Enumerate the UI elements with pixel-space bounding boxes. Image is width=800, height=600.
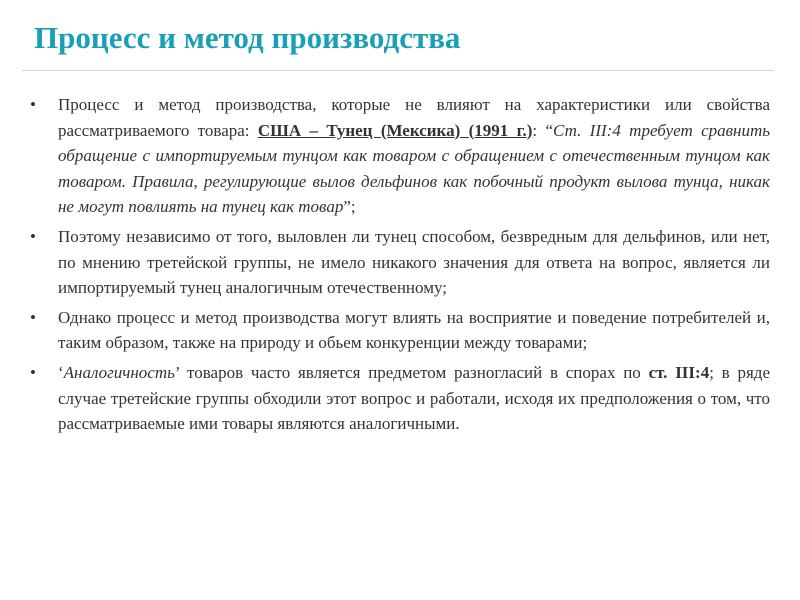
case-quote: Ст. III:4 требует сравнить обращение с импортируемым тунцом как товаром с обращением с отечественным тунцом как товаром. Правила, регулирующие вылов дельфинов как побочный продукт вылова тунца, никак не могут повлиять на тунец как товар (58, 120, 770, 217)
likeness-term: Аналогичность (63, 362, 175, 382)
bullet-4-text-b: ; в ряде случае третейские группы обходили этот вопрос и работали, исходя их предположения о том, что рассматриваемые ими товары являются аналогичными. (58, 362, 770, 434)
bullet-item-4 (30, 360, 770, 437)
bullet-3-text: Однако процесс и метод производства могут влиять на восприятие и поведение потребителей и, таким образом, также на природу и обьем конкуренции между товарами; (58, 307, 770, 353)
bullet-1-text-b: : “ (532, 120, 553, 140)
bullet-marker: • (30, 307, 36, 327)
article-reference: ст. III:4 (648, 362, 710, 382)
bullet-marker: • (30, 226, 36, 246)
bullet-marker: • (30, 362, 36, 382)
title-divider (22, 70, 774, 71)
bullet-1-text-c: ”; (343, 197, 356, 217)
bullet-2-text: Поэтому независимо от того, выловлен ли тунец способом, безвредным для дельфинов, или нет, по мнению третейской группы, не имело никакого значения для ответа на вопрос, является ли импортируемый тунец аналогичным отечественному; (58, 226, 770, 298)
bullet-4-quote-open: ‘ (58, 362, 64, 382)
bullet-marker: • (30, 95, 36, 114)
bullet-1-text-a: Процесс и метод производства, которые не влияют на характеристики или свойства рассматриваемого товара: (58, 95, 770, 140)
case-reference: США – Тунец (Мексика) (1991 г.) (257, 120, 533, 140)
bullet-list (30, 92, 770, 441)
bullet-item-1 (30, 92, 770, 220)
slide-title: Процесс и метод производства (34, 20, 461, 55)
bullet-4-quote-close: ’ (174, 362, 180, 382)
bullet-item-3 (30, 305, 770, 356)
bullet-item-2 (30, 224, 770, 301)
bullet-4-text-a: товаров часто является предметом разногласий в спорах по (179, 362, 649, 382)
